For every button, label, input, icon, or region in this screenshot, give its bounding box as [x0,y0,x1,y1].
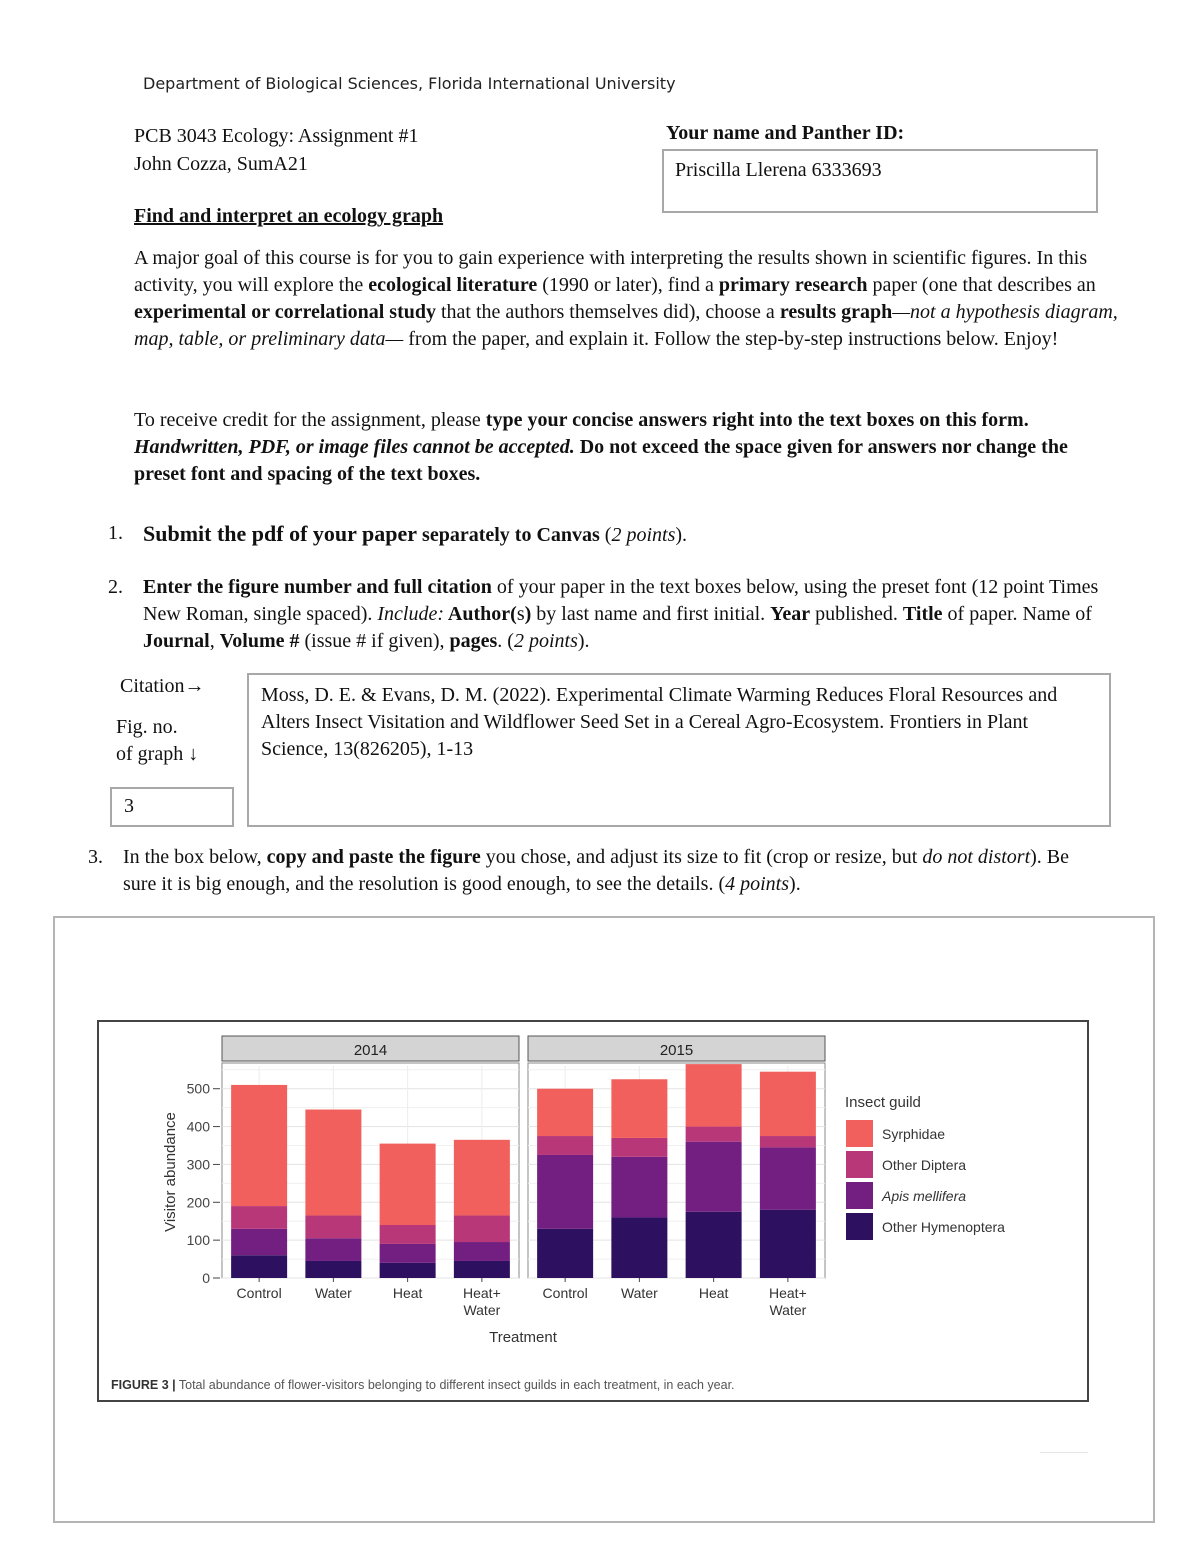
bar-2014-heat-water-other-diptera [454,1216,510,1243]
y-tick-label: 200 [186,1194,210,1211]
legend-label: Other Diptera [882,1157,967,1173]
y-axis-title: Visitor abundance [162,1112,179,1232]
bar-2015-control-apis-mellifera [537,1155,593,1229]
legend-swatch-apis-mellifera [846,1182,873,1209]
bar-2015-control-syrphidae [537,1089,593,1136]
x-tick-label: Heat [698,1285,729,1301]
bar-2014-control-apis-mellifera [231,1229,287,1256]
step-2-number: 2. [108,576,123,598]
legend-label: Syrphidae [882,1126,946,1142]
figure-number-value: 3 [124,795,134,817]
bar-2015-heat-other-hymenoptera [686,1212,742,1278]
bar-2014-heat-other-diptera [380,1225,436,1244]
faint-line [1040,1452,1088,1453]
name-field[interactable] [662,149,1098,213]
bar-2014-heat-water-syrphidae [454,1140,510,1216]
bar-2014-heat-water-apis-mellifera [454,1242,510,1261]
x-tick-label: Heat [392,1285,423,1301]
step-3-number: 3. [88,846,103,868]
y-tick-label: 100 [186,1232,210,1249]
figure-number-field[interactable] [110,787,234,827]
bar-2014-water-other-hymenoptera [305,1261,361,1278]
legend-swatch-other-diptera [846,1151,873,1178]
x-tick-label: Water [314,1285,352,1301]
citation-field[interactable] [247,673,1111,827]
citation-value: Moss, D. E. & Evans, D. M. (2022). Experimental Climate Warming Reduces Floral Resources and Alters Insect Visitation and Wildflower Seed Set in a Cereal Agro-Ecosystem. Frontiers in Plant Science, 13(826205), 1-13 [261,684,1058,760]
name-label: Your name and Panther ID: [666,122,905,144]
bar-2014-control-other-diptera [231,1206,287,1229]
legend-label: Apis mellifera [882,1188,967,1204]
figure-chart [99,1022,1087,1400]
bar-2014-water-apis-mellifera [305,1238,361,1261]
panel-label-2014: 2014 [353,1042,388,1059]
bar-2014-control-other-hymenoptera [231,1255,287,1278]
x-tick-label: Heat+ Water [769,1285,807,1318]
step-1-number: 1. [108,522,123,544]
y-tick-label: 500 [186,1080,210,1097]
y-tick-label: 400 [186,1118,210,1135]
panel-label-2015: 2015 [659,1042,694,1059]
course-info [134,122,418,178]
bar-2014-heat-other-hymenoptera [380,1263,436,1278]
bar-2014-heat-syrphidae [380,1144,436,1225]
bar-2015-heat-other-diptera [686,1127,742,1142]
x-tick-label: Water [620,1285,658,1301]
y-tick-label: 300 [186,1156,210,1173]
credit-paragraph: To receive credit for the assignment, please type your concise answers right into the text boxes on this form. Handwritten, PDF, or image files cannot be accepted. Do not exceed the space given for answers nor change the preset font and spacing of the text boxes. [134,409,1068,485]
bar-2014-water-syrphidae [305,1110,361,1216]
bar-2015-heat-water-other-hymenoptera [760,1210,816,1278]
bar-2014-heat-water-other-hymenoptera [454,1261,510,1278]
section-title: Find and interpret an ecology graph [134,205,444,227]
x-axis-title: Treatment [489,1329,557,1346]
legend-label: Other Hymenoptera [882,1219,1005,1235]
citation-label: Citation→ [120,675,205,697]
bar-2014-heat-apis-mellifera [380,1244,436,1263]
legend-title: Insect guild [845,1094,921,1111]
legend-swatch-other-hymenoptera [846,1213,873,1240]
bar-2015-heat-water-other-diptera [760,1136,816,1147]
x-tick-label: Control [542,1285,588,1301]
fig-of-graph-label: of graph ↓ [116,743,199,765]
bar-2015-water-other-diptera [611,1138,667,1157]
department-header: Department of Biological Sciences, Florida International University [143,74,676,93]
bar-2015-heat-water-apis-mellifera [760,1147,816,1209]
x-tick-label: Heat+ Water [463,1285,501,1318]
bar-2015-water-syrphidae [611,1079,667,1138]
bar-2014-water-other-diptera [305,1216,361,1239]
intro-paragraph: A major goal of this course is for you to gain experience with interpreting the results shown in scientific figures. In this activity, you will explore the ecological literature (1990 or later), find a primary research paper (one that describes an experimental or correlational study that the authors themselves did), choose a results graph—not a hypothesis diagram, map, table, or preliminary data— from the paper, and explain it. Follow the step-by-step instructions below. Enjoy! [134,247,1118,350]
x-tick-label: Control [236,1285,282,1301]
course-title: PCB 3043 Ecology: Assignment #1 [134,125,419,147]
bar-2015-water-apis-mellifera [611,1157,667,1218]
name-value: Priscilla Llerena 6333693 [675,159,882,181]
bar-2015-heat-syrphidae [686,1064,742,1126]
bar-2015-control-other-hymenoptera [537,1229,593,1278]
bar-2015-heat-apis-mellifera [686,1142,742,1212]
figure-caption: FIGURE 3 | Total abundance of flower-visitors belonging to different insect guilds in each treatment, in each year. [111,1378,735,1392]
bar-2015-water-other-hymenoptera [611,1217,667,1278]
bar-2015-heat-water-syrphidae [760,1072,816,1136]
legend-swatch-syrphidae [846,1120,873,1147]
bar-2015-control-other-diptera [537,1136,593,1155]
instructor-term: John Cozza, SumA21 [134,153,308,175]
fig-no-label: Fig. no. [116,716,178,738]
bar-2014-control-syrphidae [231,1085,287,1206]
y-tick-label: 0 [202,1270,210,1286]
